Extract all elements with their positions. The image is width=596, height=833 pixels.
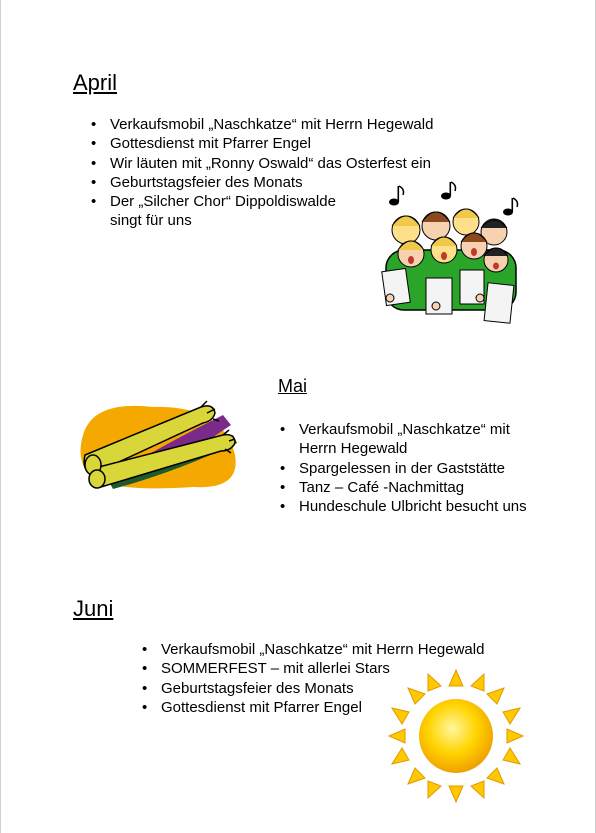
list-item: • Spargelessen in der Gaststätte (277, 459, 537, 478)
asparagus-clipart (73, 395, 243, 495)
music-note-icon (503, 198, 518, 216)
sun-clipart (386, 668, 526, 804)
list-item: • SOMMERFEST – mit allerlei Stars (139, 659, 539, 678)
juni-heading: Juni (73, 596, 114, 621)
april-heading: April (73, 70, 118, 95)
mai-event-list (277, 420, 537, 516)
list-item: • Gottesdienst mit Pfarrer Engel (88, 134, 488, 153)
list-item: • Der „Silcher Chor“ Dippoldiswalde singt für uns (88, 192, 360, 231)
list-item: • Verkaufsmobil „Naschkatze“ mit Herrn Hegewald (277, 420, 537, 459)
list-item: • Hundeschule Ulbricht besucht uns (277, 497, 537, 516)
list-item: • Geburtstagsfeier des Monats (88, 173, 488, 192)
list-item: • Gottesdienst mit Pfarrer Engel (139, 698, 539, 717)
choir-clipart (376, 180, 526, 328)
list-item: • Tanz – Café -Nachmittag (277, 478, 537, 497)
list-item: • Wir läuten mit „Ronny Oswald“ das Osterfest ein (88, 154, 488, 173)
list-item: • Verkaufsmobil „Naschkatze“ mit Herrn Hegewald (139, 640, 539, 659)
music-note-icon (389, 186, 404, 206)
list-item: • Verkaufsmobil „Naschkatze“ mit Herrn Hegewald (88, 115, 488, 134)
mai-heading: Mai (278, 376, 308, 396)
list-item: • Geburtstagsfeier des Monats (139, 679, 539, 698)
music-note-icon (441, 182, 456, 200)
